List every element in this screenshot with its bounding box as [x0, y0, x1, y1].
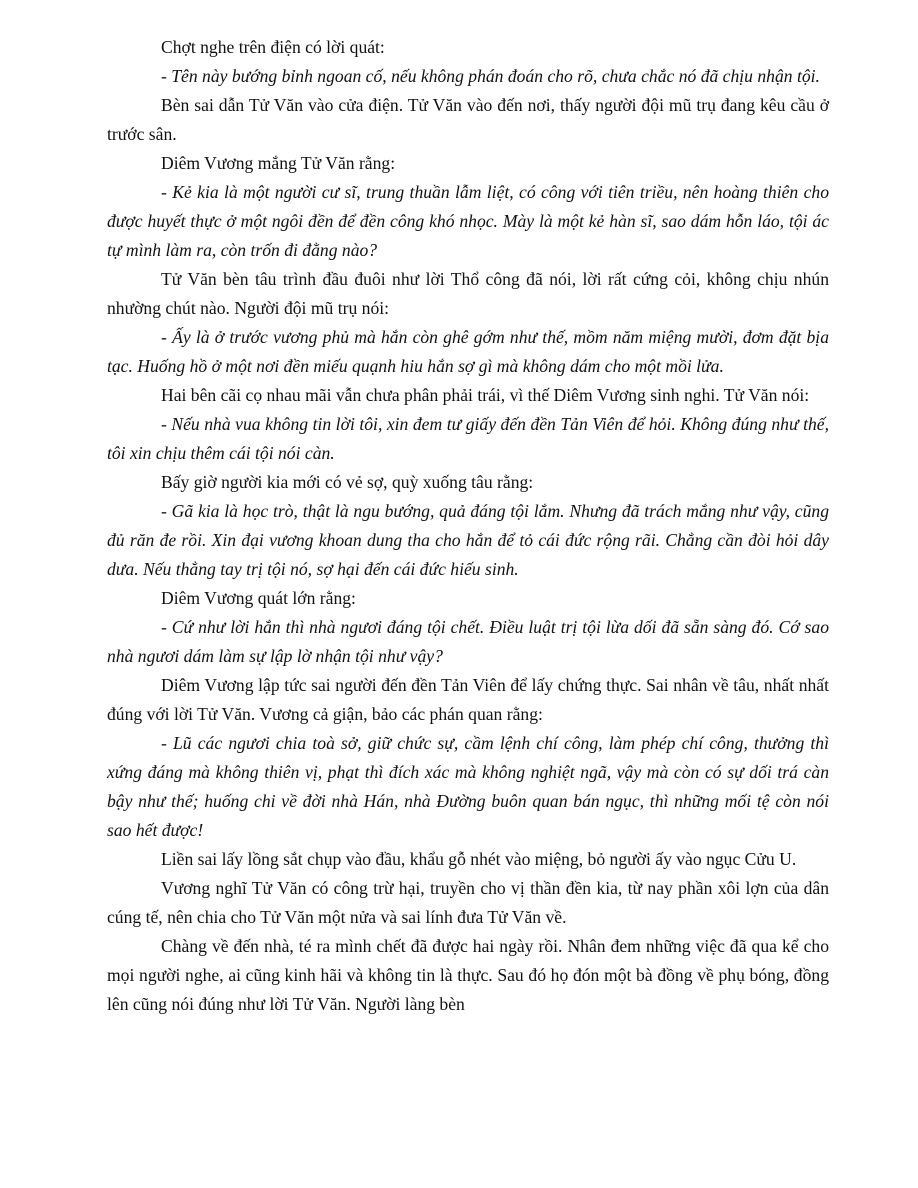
paragraph: Diêm Vương mắng Tử Văn rằng:: [161, 153, 396, 173]
paragraph: Tử Văn bèn tâu trình đầu đuôi như lời Thổ công đã nói, lời rất cứng cỏi, không chịu nhún nhường chút nào. Người đội mũ trụ nói:: [107, 269, 829, 318]
paragraph: Bèn sai dẫn Tử Văn vào cửa điện. Tử Văn vào đến nơi, thấy người đội mũ trụ đang kêu cầu ở trước sân.: [107, 95, 829, 144]
paragraph-speech: - Lũ các ngươi chia toà sở, giữ chức sự, cầm lệnh chí công, làm phép chí công, thưởng thì xứng đáng mà không thiên vị, phạt thì đích xác mà không nghiệt ngã, vậy mà còn có sự dối trá càn bậy như thế; huống chi về đời nhà Hán, nhà Đường buôn quan bán ngục, thì những mối tệ còn nói sao hết được!: [107, 733, 829, 840]
paragraph: Vương nghĩ Tử Văn có công trừ hại, truyền cho vị thần đền kia, từ nay phần xôi lợn của dân cúng tế, nên chia cho Tử Văn một nửa và sai lính đưa Tử Văn về.: [107, 878, 829, 927]
paragraph-speech: - Kẻ kia là một người cư sĩ, trung thuần lẫm liệt, có công với tiên triều, nên hoàng thiên cho được huyết thực ở một ngôi đền để đền công khó nhọc. Mày là một kẻ hàn sĩ, sao dám hỗn láo, tội ác tự mình làm ra, còn trốn đi đằng nào?: [107, 182, 829, 260]
paragraph: Liền sai lấy lồng sắt chụp vào đầu, khẩu gỗ nhét vào miệng, bỏ người ấy vào ngục Cửu U.: [161, 849, 797, 869]
paragraph-speech: - Gã kia là học trò, thật là ngu bướng, quả đáng tội lắm. Nhưng đã trách mắng như vậy, cũng đủ răn đe rồi. Xin đại vương khoan dung tha cho hắn để tỏ cái đức rộng rãi. Chẳng cần đòi hỏi dây dưa. Nếu thẳng tay trị tội nó, sợ hại đến cái đức hiếu sinh.: [107, 501, 829, 579]
document-page: [107, 33, 829, 1019]
paragraph-speech: - Ấy là ở trước vương phủ mà hắn còn ghê gớm như thế, mồm năm miệng mười, đơm đặt bịa tạc. Huống hồ ở một nơi đền miếu quạnh hiu hắn sợ gì mà không dám cho một mồi lửa.: [107, 327, 829, 376]
paragraph: Diêm Vương lập tức sai người đến đền Tản Viên để lấy chứng thực. Sai nhân về tâu, nhất nhất đúng với lời Tử Văn. Vương cả giận, bảo các phán quan rằng:: [107, 675, 829, 724]
paragraph: Bấy giờ người kia mới có vẻ sợ, quỳ xuống tâu rằng:: [161, 472, 534, 492]
paragraph: Hai bên cãi cọ nhau mãi vẫn chưa phân phải trái, vì thế Diêm Vương sinh nghi. Tử Văn nói:: [161, 385, 810, 405]
paragraph: Chợt nghe trên điện có lời quát:: [161, 37, 385, 57]
paragraph-speech: - Nếu nhà vua không tin lời tôi, xin đem tư giấy đến đền Tản Viên để hỏi. Không đúng như thế, tôi xin chịu thêm cái tội nói càn.: [107, 414, 829, 463]
paragraph: Chàng về đến nhà, té ra mình chết đã được hai ngày rồi. Nhân đem những việc đã qua kể cho mọi người nghe, ai cũng kinh hãi và không tin là thực. Sau đó họ đón một bà đồng về phụ bóng, đồng lên cũng nói đúng như lời Tử Văn. Người làng bèn: [107, 936, 829, 1014]
paragraph-speech: - Cứ như lời hắn thì nhà ngươi đáng tội chết. Điều luật trị tội lừa dối đã sẵn sàng đó. Cớ sao nhà ngươi dám làm sự lập lờ nhận tội như vậy?: [107, 617, 829, 666]
paragraph-speech: - Tên này bướng bỉnh ngoan cố, nếu không phán đoán cho rõ, chưa chắc nó đã chịu nhận tội.: [161, 66, 820, 86]
paragraph: Diêm Vương quát lớn rằng:: [161, 588, 356, 608]
